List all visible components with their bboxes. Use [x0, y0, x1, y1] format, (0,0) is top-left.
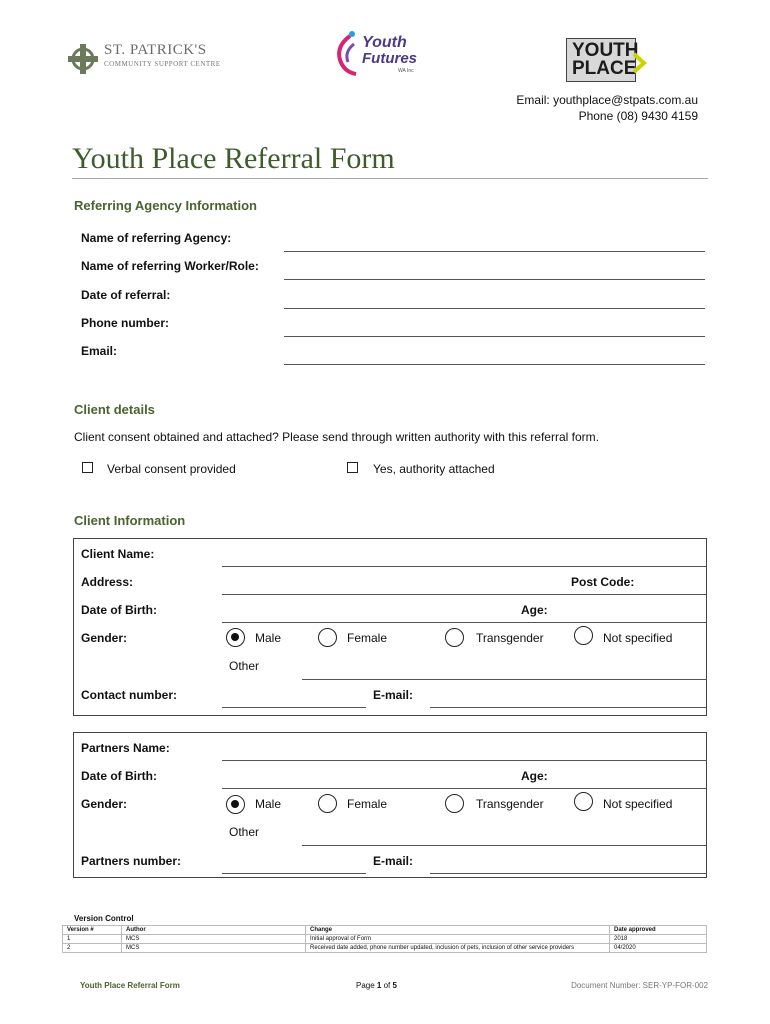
- partner-gender-not-specified-label: Not specified: [603, 797, 673, 811]
- phone-field[interactable]: [284, 336, 705, 337]
- table-row: [63, 944, 707, 953]
- header-version: Version #: [63, 926, 122, 935]
- postcode-label: Post Code:: [571, 575, 635, 589]
- gender-label: Gender:: [81, 631, 128, 645]
- partner-name-field[interactable]: [222, 760, 706, 761]
- client-details-heading: Client details: [74, 402, 155, 417]
- header-change: Change: [306, 926, 610, 935]
- partner-gender-male-radio[interactable]: [226, 795, 245, 814]
- page-total: 5: [392, 981, 397, 990]
- gender-male-label: Male: [255, 631, 282, 645]
- partner-age-label: Age:: [521, 769, 548, 783]
- gender-not-specified-radio[interactable]: [574, 626, 593, 645]
- address-label: Address:: [81, 575, 134, 589]
- partner-number-label: Partners number:: [81, 854, 182, 868]
- agency-label: Name of referring Agency:: [81, 231, 232, 245]
- table-cell: 1: [63, 935, 122, 944]
- youth-futures-logo: Youth Futures WA Inc: [332, 30, 427, 78]
- referral-date-label: Date of referral:: [81, 288, 171, 302]
- client-email-label: E-mail:: [373, 688, 414, 702]
- celtic-cross-icon: [68, 44, 98, 74]
- page-current: 1: [376, 981, 382, 990]
- client-information-heading: Client Information: [74, 513, 186, 528]
- gender-not-specified-label: Not specified: [603, 631, 673, 645]
- table-cell: 04/2020: [610, 944, 707, 953]
- contact-phone: Phone (08) 9430 4159: [578, 109, 698, 123]
- worker-field[interactable]: [284, 279, 705, 280]
- worker-label: Name of referring Worker/Role:: [81, 259, 259, 273]
- partner-gender-transgender-label: Transgender: [476, 797, 544, 811]
- table-cell: 2018: [610, 935, 707, 944]
- dob-field[interactable]: [222, 622, 706, 623]
- client-name-field[interactable]: [222, 566, 706, 567]
- authority-attached-checkbox[interactable]: [347, 462, 358, 473]
- gender-transgender-radio[interactable]: [445, 628, 464, 647]
- contact-number-field[interactable]: [222, 707, 366, 708]
- verbal-consent-label: Verbal consent provided: [107, 462, 236, 476]
- table-cell: Initial approval of Form: [306, 935, 610, 944]
- contact-number-label: Contact number:: [81, 688, 177, 702]
- partner-name-label: Partners Name:: [81, 741, 170, 755]
- partner-gender-other-label: Other: [229, 825, 260, 839]
- version-control-table: [62, 925, 707, 953]
- table-cell: Received date added, phone number updated, inclusion of pets, inclusion of other service providers: [306, 944, 610, 953]
- gender-transgender-label: Transgender: [476, 631, 544, 645]
- table-row: [63, 935, 707, 944]
- dob-label: Date of Birth:: [81, 603, 157, 617]
- table-cell: 2: [63, 944, 122, 953]
- page-prefix: Page: [356, 981, 377, 990]
- footer-page-number: [356, 981, 397, 990]
- email-field[interactable]: [284, 364, 705, 365]
- partner-email-field[interactable]: [430, 873, 706, 874]
- client-name-label: Client Name:: [81, 547, 155, 561]
- youth-place-logo: YOUTH PLACE: [566, 38, 650, 84]
- verbal-consent-checkbox[interactable]: [82, 462, 93, 473]
- partner-gender-not-specified-radio[interactable]: [574, 792, 593, 811]
- contact-info: [516, 92, 698, 124]
- partner-gender-label: Gender:: [81, 797, 128, 811]
- partner-dob-field[interactable]: [222, 788, 706, 789]
- title-divider: [72, 178, 708, 179]
- referral-date-field[interactable]: [284, 308, 705, 309]
- header-author: Author: [122, 926, 306, 935]
- footer-document-number: Document Number: SER-YP-FOR-002: [571, 981, 708, 990]
- client-email-field[interactable]: [430, 707, 706, 708]
- age-label: Age:: [521, 603, 548, 617]
- gender-other-label: Other: [229, 659, 260, 673]
- agency-field[interactable]: [284, 251, 705, 252]
- partner-dob-label: Date of Birth:: [81, 769, 157, 783]
- partner-email-label: E-mail:: [373, 854, 414, 868]
- footer-form-name: Youth Place Referral Form: [80, 981, 180, 990]
- email-label: Email:: [81, 344, 118, 358]
- table-cell: MCS: [122, 944, 306, 953]
- gender-female-label: Female: [347, 631, 388, 645]
- contact-email: Email: youthplace@stpats.com.au: [516, 93, 698, 107]
- page-title: Youth Place Referral Form: [72, 142, 395, 175]
- partner-gender-transgender-radio[interactable]: [445, 794, 464, 813]
- page-mid: of: [381, 981, 393, 990]
- partner-gender-female-radio[interactable]: [318, 794, 337, 813]
- authority-attached-label: Yes, authority attached: [373, 462, 495, 476]
- table-cell: MCS: [122, 935, 306, 944]
- partner-number-field[interactable]: [222, 873, 366, 874]
- arrow-icon: [632, 52, 648, 74]
- consent-question: Client consent obtained and attached? Please send through written authority with this referral form.: [74, 430, 599, 444]
- st-patricks-logo: ST. PATRICK'S COMMUNITY SUPPORT CENTRE: [68, 42, 228, 76]
- address-field[interactable]: [222, 594, 706, 595]
- partner-gender-male-label: Male: [255, 797, 282, 811]
- gender-other-field[interactable]: [302, 679, 706, 680]
- partner-gender-female-label: Female: [347, 797, 388, 811]
- gender-female-radio[interactable]: [318, 628, 337, 647]
- table-header-row: [63, 926, 707, 935]
- version-control-title: Version Control: [74, 914, 134, 923]
- partner-gender-other-field[interactable]: [302, 845, 706, 846]
- phone-label: Phone number:: [81, 316, 170, 330]
- swirl-icon: [332, 30, 360, 78]
- referring-agency-heading: Referring Agency Information: [74, 198, 257, 213]
- gender-male-radio[interactable]: [226, 628, 245, 647]
- header-date: Date approved: [610, 926, 707, 935]
